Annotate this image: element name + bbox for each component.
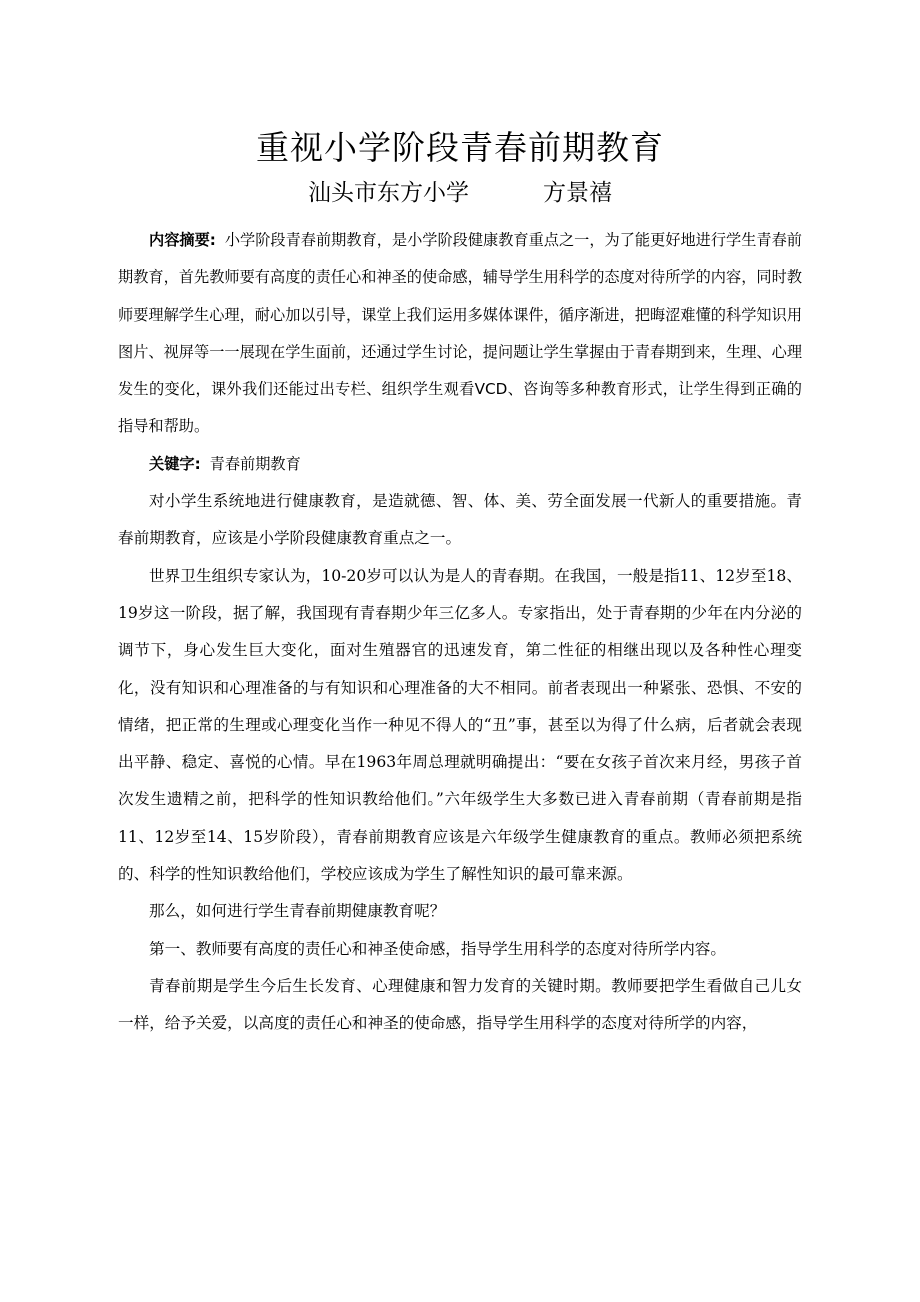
author-name: 方景禧 xyxy=(543,180,612,206)
abstract-paragraph xyxy=(118,222,802,446)
document-title: 重视小学阶段青春前期教育 xyxy=(256,128,664,167)
body-paragraph-4: 青春前期是学生今后生长发育、心理健康和智力发育的关键时期。教师要把学生看做自己儿女一样，给予关爱，以高度的责任心和神圣的使命感，指导学生用科学的态度对待所学的内容， xyxy=(118,976,802,1033)
section-heading-1: 第一、教师要有高度的责任心和神圣使命感，指导学生用科学的态度对待所学内容。 xyxy=(149,939,726,958)
abstract-label: 内容摘要: xyxy=(149,231,216,249)
keywords-paragraph xyxy=(118,446,802,483)
body-paragraph-1: 对小学生系统地进行健康教育，是造就德、智、体、美、劳全面发展一代新人的重要措施。青春前期教育，应该是小学阶段健康教育重点之一。 xyxy=(118,492,802,548)
body-paragraph-3: 那么，如何进行学生青春前期健康教育呢？ xyxy=(149,902,446,921)
abstract-text: 小学阶段青春前期教育，是小学阶段健康教育重点之一，为了能更好地进行学生青春前期教育，首先教师要有高度的责任心和神圣的使命感，辅导学生用科学的态度对待所学的内容，同时教师要理解学生心理，耐心加以引导，课堂上我们运用多媒体课件，循序渐进，把晦涩难懂的科学知识用图片、视屏等一一展现在学生面前，还通过学生讨论，提问题让学生掌握由于青春期到来，生理、心理发生的变化，课外我们还能过出专栏、组织学生观看VCD、咨询等多种教育形式，让学生得到正确的指导和帮助。 xyxy=(118,231,802,436)
byline xyxy=(0,176,920,210)
document-body xyxy=(118,222,802,1043)
keywords-text: 青春前期教育 xyxy=(209,454,301,473)
school-name: 汕头市东方小学 xyxy=(308,180,469,206)
body-paragraph-2: 世界卫生组织专家认为，10-20岁可以认为是人的青春期。在我国，一般是指11、12岁至18、19岁这一阶段，据了解，我国现有青春期少年三亿多人。专家指出，处于青春期的少年在内分泌的调节下，身心发生巨大变化，面对生殖器官的迅速发育，第二性征的相继出现以及各种性心理变化，没有知识和心理准备的与有知识和心理准备的大不相同。前者表现出一种紧张、恐惧、不安的情绪，把正常的生理或心理变化当作一种见不得人的“丑”事，甚至以为得了什么病，后者就会表现出平静、稳定、喜悦的心情。早在1963年周总理就明确提出：“要在女孩子首次来月经，男孩子首次发生遗精之前，把科学的性知识教给他们。”六年级学生大多数已进入青春前期（青春前期是指11、12岁至14、15岁阶段），青春前期教育应该是六年级学生健康教育的重点。教师必须把系统的、科学的性知识教给他们，学校应该成为学生了解性知识的最可靠来源。 xyxy=(118,566,802,884)
keywords-label: 关键字: xyxy=(149,454,201,473)
